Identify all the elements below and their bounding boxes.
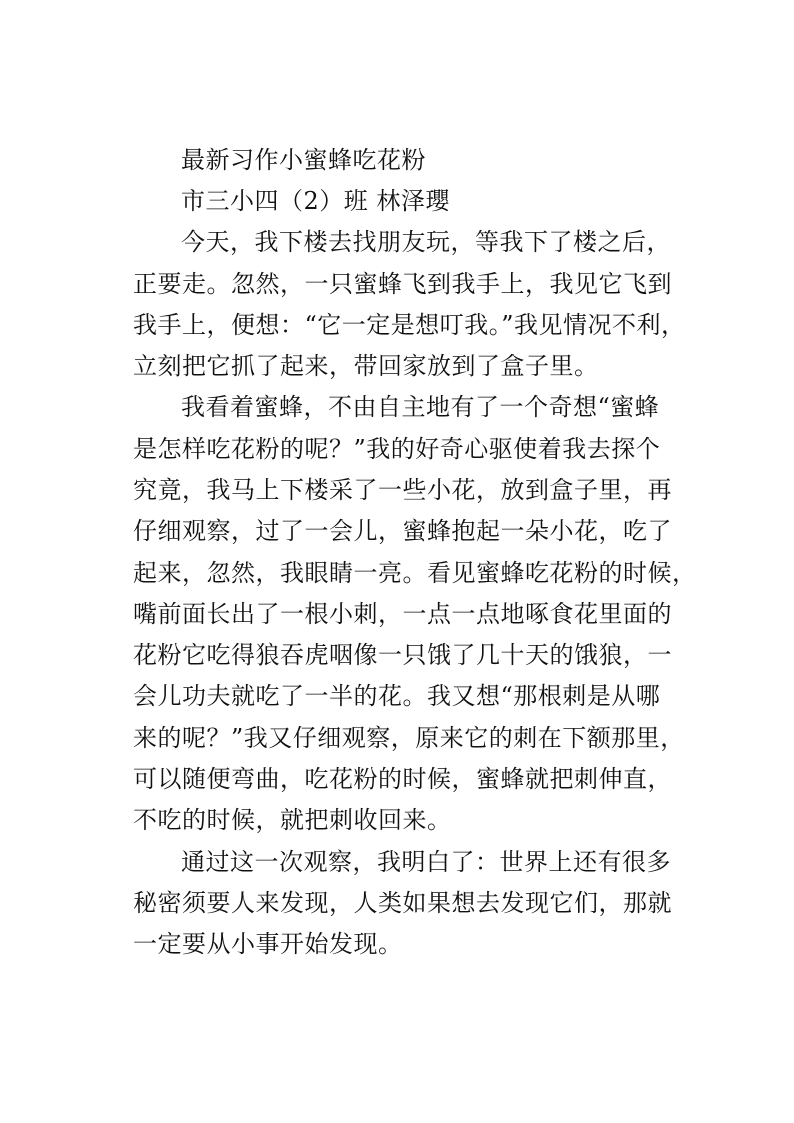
paragraph-line: 花粉它吃得狼吞虎咽像一只饿了几十天的饿狼，一 [133, 641, 672, 669]
paragraph-line: 我手上，便想：“它一定是想叮我。”我见情况不利， [133, 311, 686, 339]
paragraph-line: 仔细观察，过了一会儿，蜜蜂抱起一朵小花，吃了 [133, 517, 672, 545]
paragraph-line: 来的呢？”我又仔细观察，原来它的刺在下额那里， [133, 724, 685, 752]
paragraph-line: 正要走。忽然，一只蜜蜂飞到我手上，我见它飞到 [133, 270, 672, 298]
paragraph-line: 今天，我下楼去找朋友玩，等我下了楼之后， [181, 228, 671, 256]
paragraph-line: 究竟，我马上下楼采了一些小花，放到盒子里，再 [133, 476, 672, 504]
paragraph-line: 一定要从小事开始发现。 [133, 930, 403, 958]
paragraph-line: 嘴前面长出了一根小刺，一点一点地啄食花里面的 [133, 600, 672, 628]
paragraph-line: 不吃的时候，就把刺收回来。 [133, 806, 452, 834]
paragraph-line: 通过这一次观察，我明白了：世界上还有很多 [181, 848, 671, 876]
author-byline: 市三小四（2）班 林泽瓔 [181, 187, 450, 215]
paragraph-line: 立刻把它抓了起来，带回家放到了盒子里。 [133, 352, 599, 380]
document-title: 最新习作小蜜蜂吃花粉 [181, 146, 426, 174]
paragraph-line: 起来，忽然，我眼睛一亮。看见蜜蜂吃花粉的时候， [133, 559, 697, 587]
paragraph-line: 是怎样吃花粉的呢？”我的好奇心驱使着我去探个 [133, 435, 661, 463]
paragraph-line: 我看着蜜蜂，不由自主地有了一个奇想“蜜蜂 [181, 393, 660, 421]
paragraph-line: 秘密须要人来发现，人类如果想去发现它们，那就 [133, 889, 672, 917]
paragraph-line: 会儿功夫就吃了一半的花。我又想“那根刺是从哪 [133, 682, 661, 710]
paragraph-line: 可以随便弯曲，吃花粉的时候，蜜蜂就把刺伸直， [133, 765, 672, 793]
